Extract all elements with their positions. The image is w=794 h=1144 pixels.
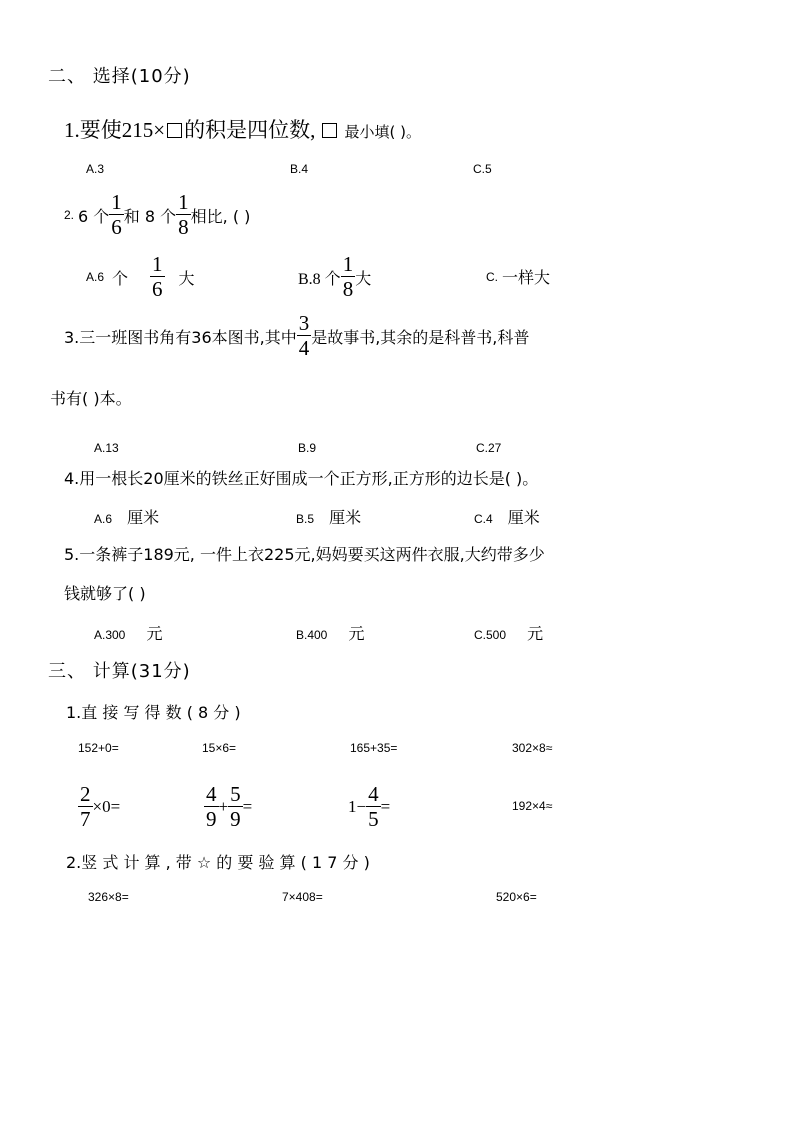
question-4: 4.用一根长20厘米的铁丝正好围成一个正方形,正方形的边长是( )。 <box>64 469 539 488</box>
q4-option-b-unit: 厘米 <box>329 508 362 527</box>
question-2-part1: 6 个 <box>78 206 110 226</box>
calc-item: 15×6= <box>202 741 237 755</box>
q5-option-c-label: C.500 <box>474 628 507 642</box>
q2-option-c-text: 一样大 <box>502 268 551 287</box>
q4-option-a <box>94 505 159 528</box>
denominator: 8 <box>178 215 189 239</box>
q3-option-b: B.9 <box>298 441 317 455</box>
q4-option-c-label: C.4 <box>474 512 493 526</box>
q2-option-b <box>298 252 371 302</box>
q4-option-b <box>296 505 361 528</box>
calc-item: 7×408= <box>282 890 323 904</box>
q2-option-b-label: B.8 个 <box>298 270 341 288</box>
q4-option-a-unit: 厘米 <box>127 508 160 527</box>
fraction-one-eighth <box>341 254 356 300</box>
q5-option-b <box>296 621 364 644</box>
one-minus: 1− <box>348 797 367 816</box>
calc-one-minus-fraction <box>348 782 390 832</box>
calc-item: 520×6= <box>496 890 537 904</box>
fraction-one-sixth <box>109 192 124 238</box>
question-2 <box>64 190 250 240</box>
fraction-five-ninths <box>228 784 243 830</box>
q4-option-b-label: B.5 <box>296 512 315 526</box>
fraction-four-ninths <box>204 784 219 830</box>
q5-option-a <box>94 621 162 644</box>
numerator: 1 <box>178 190 189 214</box>
question-5-line-2: 钱就够了( ) <box>64 584 146 603</box>
q5-option-a-label: A.300 <box>94 628 126 642</box>
numerator: 1 <box>342 252 354 276</box>
calc-item: 302×8≈ <box>512 741 553 755</box>
q2-option-a <box>86 252 195 302</box>
fraction-one-sixth <box>150 254 165 300</box>
fraction-one-eighth <box>176 192 191 238</box>
q5-option-b-label: B.400 <box>296 628 328 642</box>
equals-sign: = <box>242 797 253 816</box>
answer-box <box>322 123 337 138</box>
numerator: 3 <box>298 311 310 335</box>
q2-option-c <box>486 265 550 288</box>
question-1 <box>64 114 421 144</box>
q5-option-c <box>474 621 543 644</box>
q2-option-b-da: 大 <box>355 268 372 288</box>
q3-option-c: C.27 <box>476 441 502 455</box>
question-1-suffix: 最小填( )。 <box>344 123 422 141</box>
q2-option-a-da: 大 <box>178 268 195 288</box>
question-5-line-1: 5.一条裤子189元, 一件上衣225元,妈妈要买这两件衣服,大约带多少 <box>64 545 545 564</box>
q1-option-c: C.5 <box>473 162 492 176</box>
question-3-line-2: 书有( )本。 <box>50 389 132 408</box>
numerator: 4 <box>368 782 379 806</box>
denominator: 6 <box>152 277 163 301</box>
fraction-three-quarters <box>297 313 312 359</box>
q2-option-a-ge: 个 <box>112 268 129 288</box>
equals-sign: = <box>380 797 391 816</box>
section-3-title: 三、 计算(31分) <box>48 661 191 682</box>
calc-item: 152+0= <box>78 741 119 755</box>
fraction-two-sevenths <box>78 784 93 830</box>
calc-item: 326×8= <box>88 890 129 904</box>
calc-fraction-sum <box>204 782 252 832</box>
question-1-prefix: 1.要使215× <box>64 118 166 142</box>
section-2-title: 二、 选择(10分) <box>48 66 191 87</box>
numerator: 1 <box>111 190 122 214</box>
q5-option-a-unit: 元 <box>146 624 163 643</box>
question-2-part2: 和 8 个 <box>123 206 177 226</box>
calc-item: 165+35= <box>350 741 398 755</box>
q2-option-a-label: A.6 <box>86 270 105 284</box>
numerator: 2 <box>80 782 91 806</box>
question-2-number: 2. <box>64 208 75 222</box>
q5-option-b-unit: 元 <box>348 624 365 643</box>
denominator: 5 <box>368 807 379 831</box>
numerator: 1 <box>152 252 163 276</box>
calc-item: 192×4≈ <box>512 799 553 813</box>
question-1-mid: 的积是四位数, <box>184 118 316 142</box>
denominator: 9 <box>230 807 241 831</box>
q3-option-a: A.13 <box>94 441 119 455</box>
denominator: 7 <box>80 807 91 831</box>
q1-option-b: B.4 <box>290 162 309 176</box>
q2-option-c-label: C. <box>486 269 498 284</box>
numerator: 5 <box>230 782 241 806</box>
plus-sign: + <box>218 797 229 816</box>
calc-rest: ×0= <box>92 797 121 816</box>
denominator: 9 <box>206 807 217 831</box>
subsection-vertical-calc: 2.竖 式 计 算 , 带 ☆ 的 要 验 算 ( 1 7 分 ) <box>66 853 370 872</box>
question-2-part3: 相比, ( ) <box>190 206 251 226</box>
denominator: 8 <box>342 277 354 301</box>
question-3-line-1 <box>64 312 529 360</box>
question-3-text-a: 3.三一班图书角有36本图书,其中 <box>64 327 297 347</box>
subsection-direct-answer: 1.直 接 写 得 数 ( 8 分 ) <box>66 703 241 722</box>
q4-option-a-label: A.6 <box>94 512 113 526</box>
q5-option-c-unit: 元 <box>527 624 544 643</box>
q4-option-c-unit: 厘米 <box>507 508 540 527</box>
q1-option-a: A.3 <box>86 162 105 176</box>
denominator: 6 <box>111 215 122 239</box>
numerator: 4 <box>206 782 217 806</box>
question-3-text-b: 是故事书,其余的是科普书,科普 <box>311 327 530 347</box>
answer-box <box>167 123 182 138</box>
calc-fraction-times-zero <box>78 782 120 832</box>
q4-option-c <box>474 505 540 528</box>
fraction-four-fifths <box>366 784 381 830</box>
denominator: 4 <box>298 336 310 360</box>
